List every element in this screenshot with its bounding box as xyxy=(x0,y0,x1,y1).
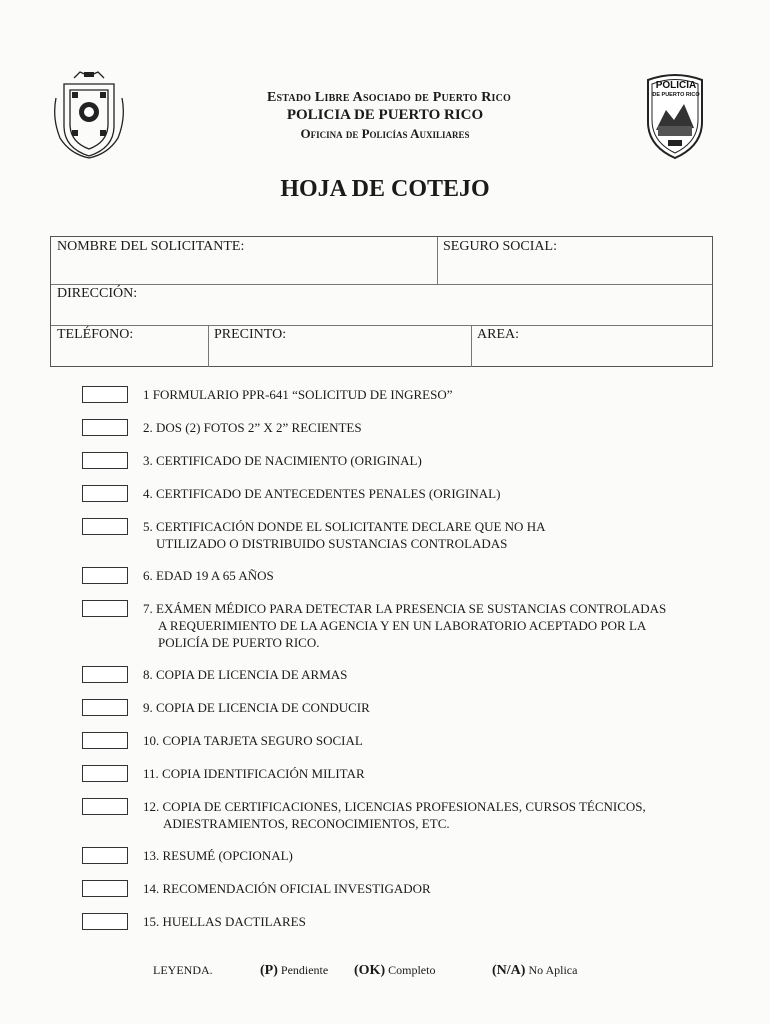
checklist-checkbox[interactable] xyxy=(82,880,128,897)
checklist-item xyxy=(143,518,545,552)
checklist-item-text: ADIESTRAMIENTOS, RECONOCIMIENTOS, ETC. xyxy=(163,816,450,831)
header-line-1: Estado Libre Asociado de Puerto Rico xyxy=(266,90,512,105)
checklist-item-text: 7. EXÁMEN MÉDICO PARA DETECTAR LA PRESENCIA SE SUSTANCIAS CONTROLADAS xyxy=(143,601,667,616)
legend-pending-code: (P) xyxy=(260,963,278,978)
checklist-checkbox[interactable] xyxy=(82,452,128,469)
legend-na-text: No Aplica xyxy=(528,963,578,977)
checklist-checkbox[interactable] xyxy=(82,699,128,716)
checklist-item-text: UTILIZADO O DISTRIBUIDO SUSTANCIAS CONTROLADAS xyxy=(156,536,508,551)
checklist-checkbox[interactable] xyxy=(82,485,128,502)
checklist-checkbox[interactable] xyxy=(82,600,128,617)
checklist-checkbox[interactable] xyxy=(82,913,128,930)
checklist-checkbox[interactable] xyxy=(82,798,128,815)
legend-complete-code: (OK) xyxy=(354,963,386,978)
checklist-item-text: 5. CERTIFICACIÓN DONDE EL SOLICITANTE DECLARE QUE NO HA xyxy=(143,519,546,534)
checklist-item-text: A REQUERIMIENTO DE LA AGENCIA Y EN UN LABORATORIO ACEPTADO POR LA xyxy=(158,618,647,633)
checklist-item-text: POLICÍA DE PUERTO RICO. xyxy=(158,635,320,650)
checklist-checkbox[interactable] xyxy=(82,765,128,782)
checklist-item-text: 4. CERTIFICADO DE ANTECEDENTES PENALES (ORIGINAL) xyxy=(143,486,501,501)
legend-na-code: (N/A) xyxy=(492,963,526,978)
precinct-label: PRECINTO: xyxy=(214,327,287,342)
legend-pending xyxy=(260,963,328,979)
checklist-item-text: 6. EDAD 19 A 65 AÑOS xyxy=(143,568,274,583)
phone-field[interactable] xyxy=(51,325,208,367)
checklist-checkbox[interactable] xyxy=(82,419,128,436)
checklist-item xyxy=(143,847,293,864)
checklist-item-text: 8. COPIA DE LICENCIA DE ARMAS xyxy=(143,667,348,682)
checklist-item xyxy=(143,765,365,782)
checklist-item-text: 15. HUELLAS DACTILARES xyxy=(143,914,306,929)
checklist-item xyxy=(143,732,363,749)
area-label: AREA: xyxy=(477,327,519,342)
social-security-field[interactable] xyxy=(437,237,714,284)
checklist-item-text: 1 FORMULARIO PPR-641 “SOLICITUD DE INGRESO” xyxy=(143,387,453,402)
checklist-item xyxy=(143,452,422,469)
checklist-item-text: 12. COPIA DE CERTIFICACIONES, LICENCIAS PROFESIONALES, CURSOS TÉCNICOS, xyxy=(143,799,646,814)
checklist-item xyxy=(143,913,306,930)
checklist-item xyxy=(143,666,347,683)
address-field[interactable] xyxy=(51,284,714,325)
applicant-info-table xyxy=(50,236,713,367)
checklist-item-text: 9. COPIA DE LICENCIA DE CONDUCIR xyxy=(143,700,370,715)
header-line-2: POLICIA DE PUERTO RICO xyxy=(286,107,484,123)
checklist-item xyxy=(143,798,646,832)
checklist-item-text: 2. DOS (2) FOTOS 2” X 2” RECIENTES xyxy=(143,420,362,435)
checklist-item xyxy=(143,699,370,716)
checklist-checkbox[interactable] xyxy=(82,666,128,683)
checklist-item xyxy=(143,600,666,651)
checklist-item xyxy=(143,567,274,584)
checklist-checkbox[interactable] xyxy=(82,518,128,535)
checklist-item-text: 13. RESUMÉ (OPCIONAL) xyxy=(143,848,293,863)
header-line-3: Oficina de Policías Auxiliares xyxy=(300,126,470,141)
badge-text-top: POLICIA xyxy=(655,80,697,91)
badge-text-sub: DE PUERTO RICO xyxy=(652,92,700,98)
applicant-name-field[interactable] xyxy=(51,237,437,284)
checklist-checkbox[interactable] xyxy=(82,567,128,584)
checklist-item xyxy=(143,880,431,897)
page-title: HOJA DE COTEJO xyxy=(280,176,490,202)
legend-complete xyxy=(354,963,435,979)
checklist-checkbox[interactable] xyxy=(82,386,128,403)
precinct-field[interactable] xyxy=(208,325,471,367)
checklist-item-text: 3. CERTIFICADO DE NACIMIENTO (ORIGINAL) xyxy=(143,453,422,468)
address-label: DIRECCIÓN: xyxy=(57,286,138,301)
legend-label: LEYENDA. xyxy=(153,963,213,977)
legend-not-applicable xyxy=(492,963,577,979)
checklist-checkbox[interactable] xyxy=(82,732,128,749)
checklist-item xyxy=(143,419,362,436)
checklist-item-text: 11. COPIA IDENTIFICACIÓN MILITAR xyxy=(143,766,365,781)
checklist-checkbox[interactable] xyxy=(82,847,128,864)
social-security-label: SEGURO SOCIAL: xyxy=(443,239,557,254)
phone-label: TELÉFONO: xyxy=(57,327,134,342)
checklist-item xyxy=(143,386,452,403)
checklist-item-text: 10. COPIA TARJETA SEGURO SOCIAL xyxy=(143,733,363,748)
legend-pending-text: Pendiente xyxy=(280,963,329,977)
checklist-item xyxy=(143,485,500,502)
checklist-item-text: 14. RECOMENDACIÓN OFICIAL INVESTIGADOR xyxy=(143,881,431,896)
area-field[interactable] xyxy=(471,325,714,367)
legend-complete-text: Completo xyxy=(388,963,436,977)
applicant-name-label: NOMBRE DEL SOLICITANTE: xyxy=(57,239,245,254)
